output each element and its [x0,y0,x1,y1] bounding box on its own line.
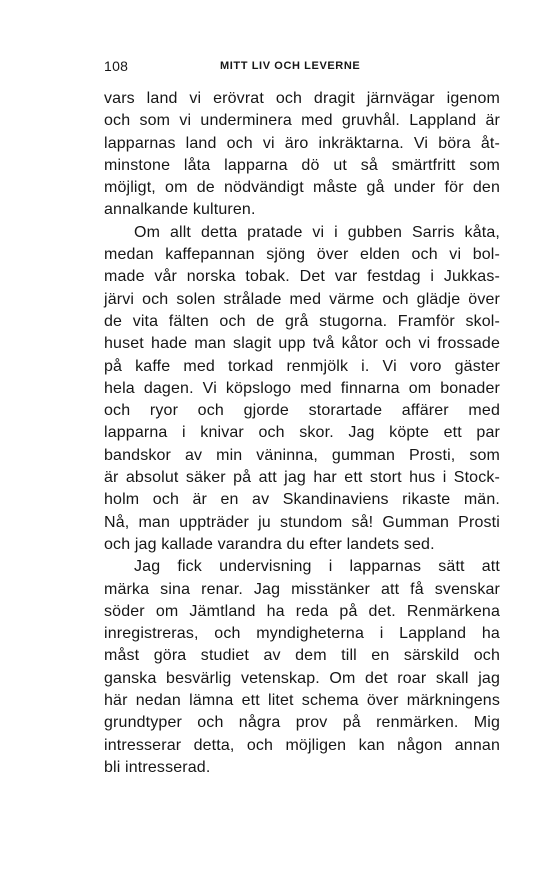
text-line: på kaffe med torkad renmjölk i. Vi voro gäster [104,357,500,375]
page-header [104,58,500,78]
body-text [104,88,500,779]
text-line: inregistreras, och myndigheterna i Lappland hа [104,625,500,643]
text-line: och ryor och gjorde storartade affärer med [104,402,500,420]
text-line: Om allt detta pratade vi i gubben Sarris kåta, [134,223,500,241]
text-line: möjligt, om de nödvändigt måste gå under för den [104,179,500,197]
text-line: annalkande kulturen. [104,201,256,219]
text-line: huset hade man slagit upp två kåtor och vi frossade [104,335,500,353]
text-line: och jag kallade varandra du efter landets sed. [104,535,435,553]
text-line: grundtyper och några prov på renmärken. Mig [104,714,500,732]
text-line: här nedan lämna ett litet schema över märkningens [104,692,500,710]
running-title: MITT LIV OCH LEVERNE [220,60,361,72]
text-line: ganska besvärlig vetenskap. Om det roar skall jag [104,669,500,687]
text-line: är absolut säker på att jag har ett stort hus i Stock- [104,469,500,487]
text-line: made vår norska tobak. Det var festdag i Jukkas- [104,268,500,286]
text-line: och som vi underminera med gruvhål. Lappland är [104,112,500,130]
paragraph [104,88,500,222]
text-line: minstone låta lapparna dö ut så smärtfritt som [104,156,500,174]
text-line: de vita fälten och de grå stugorna. Framför skol- [104,312,500,330]
text-line: lapparnas land och vi äro inkräktarna. Vi böra åt- [104,134,500,152]
text-line: söder om Jämtland ha reda på det. Renmärkena [104,602,500,620]
text-line: bandskor av min väninna, gumman Prosti, som [104,446,500,464]
text-line: järvi och solen strålade med värme och glädje över [104,290,500,308]
text-line: holm och är en av Skandinaviens rikaste män. [104,491,500,509]
text-line: hela dagen. Vi köpslogo med finnarna om bonader [104,379,500,397]
text-line: intresserar detta, och möjligen kan någon annan [104,736,500,754]
text-line: måst göra studiet av dem till en särskild och [104,647,500,665]
text-line: märka sina renar. Jag misstänker att få svenskar [104,580,500,598]
paragraph [104,222,500,556]
text-line: Nå, man uppträder ju stundom så! Gumman Prosti [104,513,500,531]
text-line: medan kaffepannan sjöng över elden och vi bol- [104,246,500,264]
text-line: lapparna i knivar och skor. Jag köpte ett par [104,424,500,442]
text-line: Jag fick undervisning i lapparnas sätt att [134,558,500,576]
page-number: 108 [104,58,129,74]
text-line: bli intresserad. [104,758,211,776]
paragraph [104,556,500,779]
text-line: vars land vi erövrat och dragit järnvägar igenom [104,90,500,107]
